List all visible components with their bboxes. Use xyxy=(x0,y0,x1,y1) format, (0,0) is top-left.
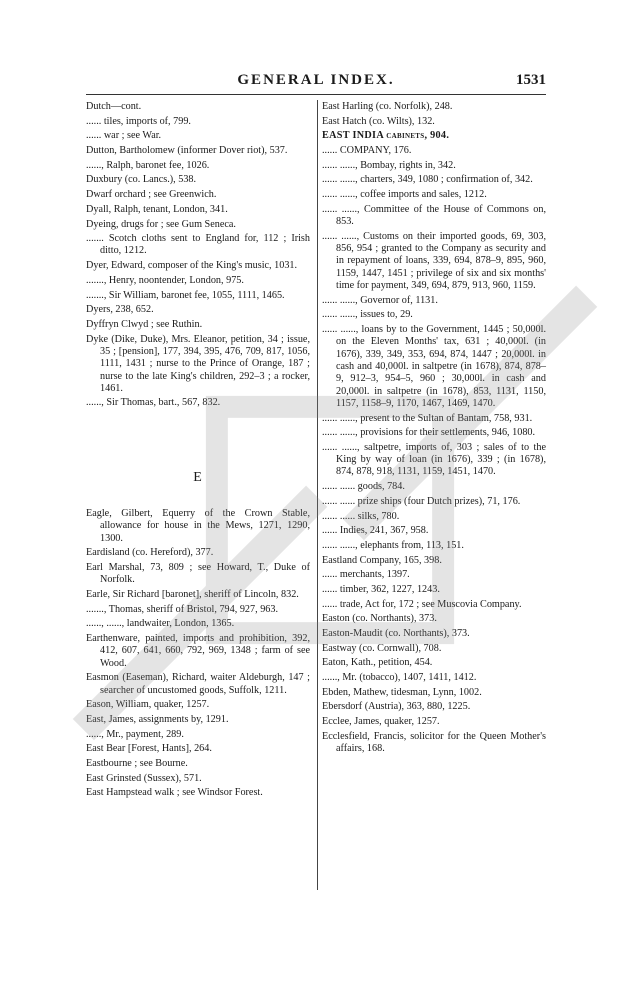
index-entry: East Bear [Forest, Hants], 264. xyxy=(86,743,212,755)
index-entry: ...... war ; see War. xyxy=(86,130,162,142)
index-entry: ...... ......, elephants from, 113, 151. xyxy=(322,539,464,551)
index-entry: Eastland Company, 165, 398. xyxy=(322,554,442,566)
right-entries xyxy=(322,101,546,755)
index-entry: Dutton, Bartholomew (informer Dover riot), 537. xyxy=(86,145,288,157)
index-entry: ......, Mr. (tobacco), 1407, 1411, 1412. xyxy=(322,672,477,684)
index-entry: Dyeing, drugs for ; see Gum Seneca. xyxy=(86,218,236,230)
index-entry: East Hatch (co. Wilts), 132. xyxy=(322,115,435,127)
index-entry: EAST INDIA cabinets, 904. xyxy=(322,130,450,142)
index-entry: Eastbourne ; see Bourne. xyxy=(86,758,188,770)
index-entry: East Hampstead walk ; see Windsor Forest. xyxy=(86,787,263,799)
left-entries-bottom xyxy=(86,508,310,800)
index-entry: ...... ......, Governor of, 1131. xyxy=(322,294,438,306)
right-column xyxy=(322,101,546,758)
left-entries-top xyxy=(86,101,310,410)
index-entry: ...... COMPANY, 176. xyxy=(322,145,412,157)
index-entry: Dwarf orchard ; see Greenwich. xyxy=(86,189,217,201)
index-entry: Ecclee, James, quaker, 1257. xyxy=(322,716,440,728)
index-entry: ...... ...... silks, 780. xyxy=(322,510,400,522)
index-entry: Easton (co. Northants), 373. xyxy=(322,613,437,625)
left-column xyxy=(86,101,310,802)
index-entry: Ebden, Mathew, tidesman, Lynn, 1002. xyxy=(322,686,482,698)
index-entry: Dutch—cont. xyxy=(86,101,142,112)
index-entry: ....... Scotch cloths sent to England for, 112 ; Irish ditto, 1212. xyxy=(86,233,310,257)
index-entry: Earthenware, painted, imports and prohibition, 392, 412, 607, 641, 660, 792, 969, 1348 ; farm of see Wood. xyxy=(86,633,310,669)
index-entry: Duxbury (co. Lancs.), 538. xyxy=(86,174,197,186)
index-entry: Ebersdorf (Austria), 363, 880, 1225. xyxy=(322,701,471,713)
index-entry: Eardisland (co. Hereford), 377. xyxy=(86,547,214,559)
index-entry: Eastway (co. Cornwall), 708. xyxy=(322,642,442,654)
index-entry: Ecclesfield, Francis, solicitor for the Queen Mother's affairs, 168. xyxy=(322,730,546,755)
index-entry: ......., Sir William, baronet fee, 1055, 1111, 1465. xyxy=(86,289,285,301)
index-entry: ...... ......, provisions for their settlements, 946, 1080. xyxy=(322,427,536,439)
index-entry: ...... merchants, 1397. xyxy=(322,569,410,581)
index-entry: ...... ......, Bombay, rights in, 342. xyxy=(322,159,456,171)
index-entry: Dyers, 238, 652. xyxy=(86,304,154,316)
index-entry: Eaton, Kath., petition, 454. xyxy=(322,657,433,669)
index-entry: ......, Ralph, baronet fee, 1026. xyxy=(86,159,210,171)
index-entry: ...... ......, Committee of the House of Commons on, 853. xyxy=(322,203,546,228)
index-entry: Earl Marshal, 73, 809 ; see Howard, T., Duke of Norfolk. xyxy=(86,562,310,586)
index-entry: Dyke (Dike, Duke), Mrs. Eleanor, petition, 34 ; issue, 35 ; [pension], 177, 394, 395, 476, 709, 817, 1056, 1111, 1431 ; nurse to the Prince of Orange, 187 ; nurse to the late King's children, 292–3 ; a rocker, 1461. xyxy=(86,333,310,394)
index-entry: ...... ......, saltpetre, imports of, 303 ; sales of to the King by way of loan (in 1676), 339 ; (in 1678), 874, 878, 918, 1131, 1159, 1451, 1470. xyxy=(322,441,546,478)
index-entry: ...... ...... prize ships (four Dutch prizes), 71, 176. xyxy=(322,495,521,507)
index-entry: ......, Mr., payment, 289. xyxy=(86,728,184,740)
index-entry: ...... tiles, imports of, 799. xyxy=(86,115,191,127)
index-entry: Easmon (Easeman), Richard, waiter Aldeburgh, 147 ; searcher of uncustomed goods, Suffolk, 1211. xyxy=(86,672,310,696)
index-entry: ...... ......, Customs on their imported goods, 69, 303, 856, 954 ; granted to the Company as security and in repayment of loans, 339, 694, 878–9, 895, 960, 1159, 1447, 1451 ; privilege of six and six months' time for payment, 349, 694, 879, 913, 960, 1159. xyxy=(322,230,546,291)
index-entry: ...... timber, 362, 1227, 1243. xyxy=(322,583,440,595)
running-title: GENERAL INDEX. xyxy=(237,72,395,88)
index-entry: ...... ......, coffee imports and sales, 1212. xyxy=(322,189,487,201)
index-entry: ...... ......, issues to, 29. xyxy=(322,309,413,321)
index-entry: ...... trade, Act for, 172 ; see Muscovia Company. xyxy=(322,598,522,610)
index-entry: ...... ......, present to the Sultan of Bantam, 758, 931. xyxy=(322,412,533,424)
index-entry: ...... Indies, 241, 367, 958. xyxy=(322,525,429,537)
index-entry: ...... ......, loans by to the Government, 1445 ; 50,000l. on the Eleven Months' tax, 631 ; 40,000l. (in 1676), 339, 349, 353, 694, 874, 1447 ; 20,000l. in cash and 40,000l. in saltpetre (in 1678), 874, 878–9, 912–3, 954–5, 960 ; 30,000l. in cash and 20,000l. in saltpetre (in 1678), 853, 1131, 1150, 1157, 1158–9, 1170, 1467, 1469, 1470. xyxy=(322,324,546,409)
index-entry: Eason, William, quaker, 1257. xyxy=(86,699,210,711)
index-entry: East, James, assignments by, 1291. xyxy=(86,714,229,726)
index-entry: Eagle, Gilbert, Equerry of the Crown Stable, allowance for house in the Mews, 1271, 1290, 1300. xyxy=(86,508,310,544)
column-divider xyxy=(317,100,318,890)
index-entry: ......, ......, landwaiter, London, 1365. xyxy=(86,618,235,630)
page-number: 1531 xyxy=(516,72,546,88)
index-entry: ...... ......, charters, 349, 1080 ; confirmation of, 342. xyxy=(322,174,533,186)
index-entry: East Harling (co. Norfolk), 248. xyxy=(322,101,453,112)
index-entry: Dyer, Edward, composer of the King's music, 1031. xyxy=(86,260,298,272)
index-entry: Easton-Maudit (co. Northants), 373. xyxy=(322,628,470,640)
letter-heading: E xyxy=(193,469,203,485)
running-head xyxy=(86,72,546,95)
index-entry: ......, Sir Thomas, bart., 567, 832. xyxy=(86,397,221,409)
index-entry: East Grinsted (Sussex), 571. xyxy=(86,772,202,784)
index-entry: Dyffryn Clwyd ; see Ruthin. xyxy=(86,318,203,330)
index-entry: ...... ...... goods, 784. xyxy=(322,481,405,493)
index-entry: ......., Henry, noontender, London, 975. xyxy=(86,274,244,286)
index-entry: Dyall, Ralph, tenant, London, 341. xyxy=(86,203,228,215)
index-entry: Earle, Sir Richard [baronet], sheriff of Lincoln, 832. xyxy=(86,589,299,601)
index-entry: ......., Thomas, sheriff of Bristol, 794, 927, 963. xyxy=(86,603,279,615)
